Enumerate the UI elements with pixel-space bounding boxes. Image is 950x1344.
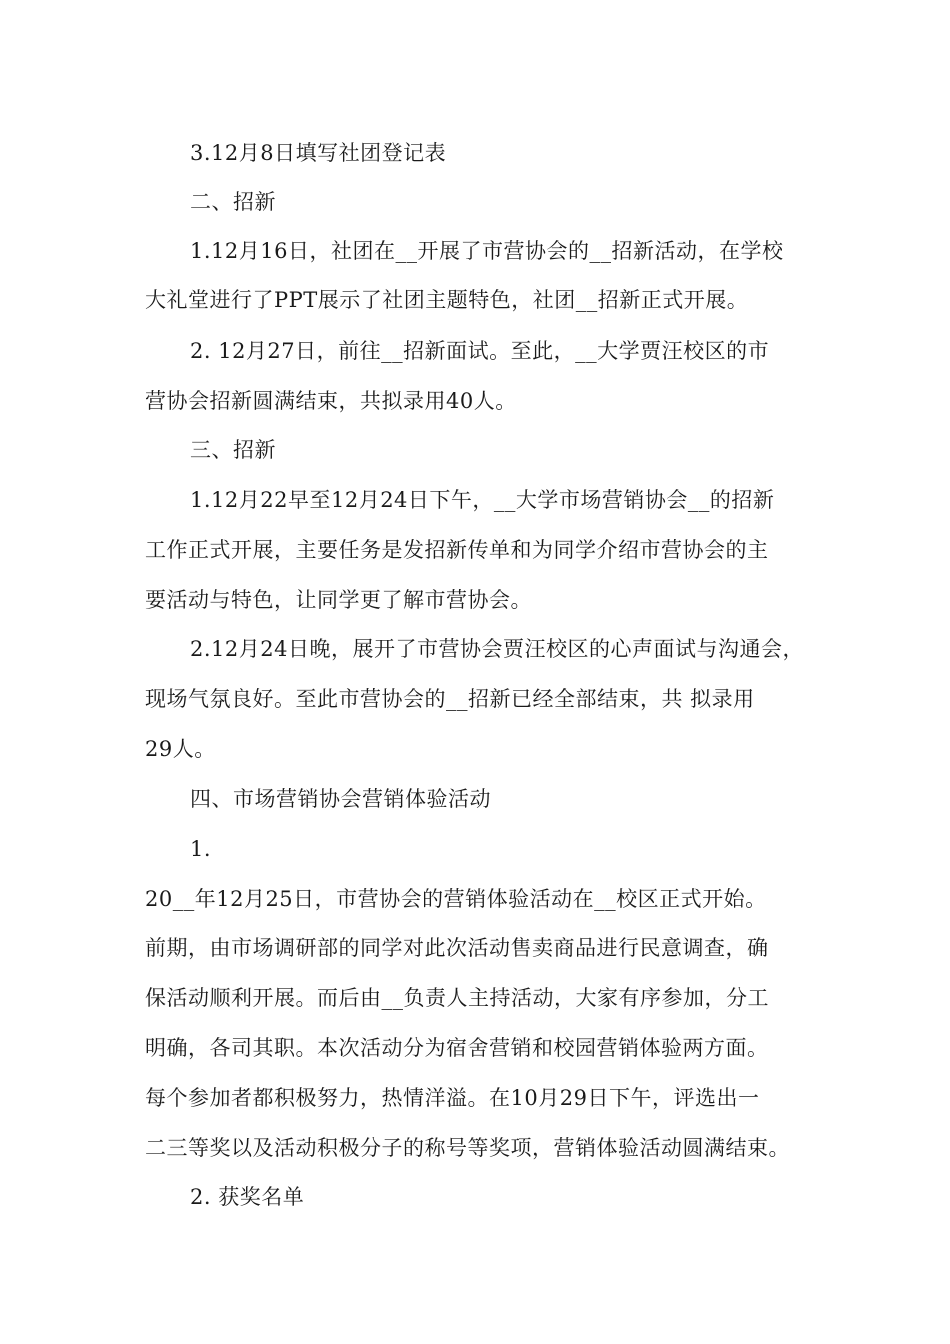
- paragraph-line: 20__年12月25日，市营协会的营销体验活动在__校区正式开始。: [145, 887, 767, 911]
- list-number: 1.: [190, 837, 212, 861]
- heading-marketing-experience: 四、市场营销协会营销体验活动: [190, 787, 491, 811]
- paragraph-line: 2.12月24日晚，展开了市营协会贾汪校区的心声面试与沟通会，: [190, 637, 804, 661]
- paragraph-line: 2. 12月27日，前往__招新面试。至此，__大学贾汪校区的市: [190, 339, 770, 363]
- paragraph-line: 29人。: [145, 737, 216, 761]
- paragraph-line: 大礼堂进行了PPT展示了社团主题特色，社团__招新正式开展。: [145, 288, 749, 312]
- paragraph-line: 营协会招新圆满结束，共拟录用40人。: [145, 389, 517, 413]
- paragraph-line: 1.12月22早至12月24日下午，__大学市场营销协会__的招新: [190, 488, 775, 512]
- paragraph-line: 工作正式开展，主要任务是发招新传单和为同学介绍市营协会的主: [145, 538, 769, 562]
- heading-recruitment-3: 三、招新: [190, 438, 276, 462]
- item-register-form: 3.12月8日填写社团登记表: [190, 141, 447, 165]
- paragraph-line: 现场气氛良好。至此市营协会的__招新已经全部结束，共 拟录用: [145, 687, 755, 711]
- paragraph-line: 1.12月16日，社团在__开展了市营协会的__招新活动，在学校: [190, 239, 784, 263]
- paragraph-line: 每个参加者都积极努力，热情洋溢。在10月29日下午，评选出一: [145, 1086, 760, 1110]
- paragraph-line: 二三等奖以及活动积极分子的称号等奖项，营销体验活动圆满结束。: [145, 1136, 790, 1160]
- paragraph-line: 保活动顺利开展。而后由__负责人主持活动，大家有序参加，分工: [145, 986, 769, 1010]
- paragraph-line: 前期，由市场调研部的同学对此次活动售卖商品进行民意调查，确: [145, 936, 769, 960]
- heading-recruitment-2: 二、招新: [190, 190, 276, 214]
- paragraph-line: 明确，各司其职。本次活动分为宿舍营销和校园营销体验两方面。: [145, 1036, 769, 1060]
- item-award-list: 2. 获奖名单: [190, 1185, 305, 1209]
- paragraph-line: 要活动与特色，让同学更了解市营协会。: [145, 588, 532, 612]
